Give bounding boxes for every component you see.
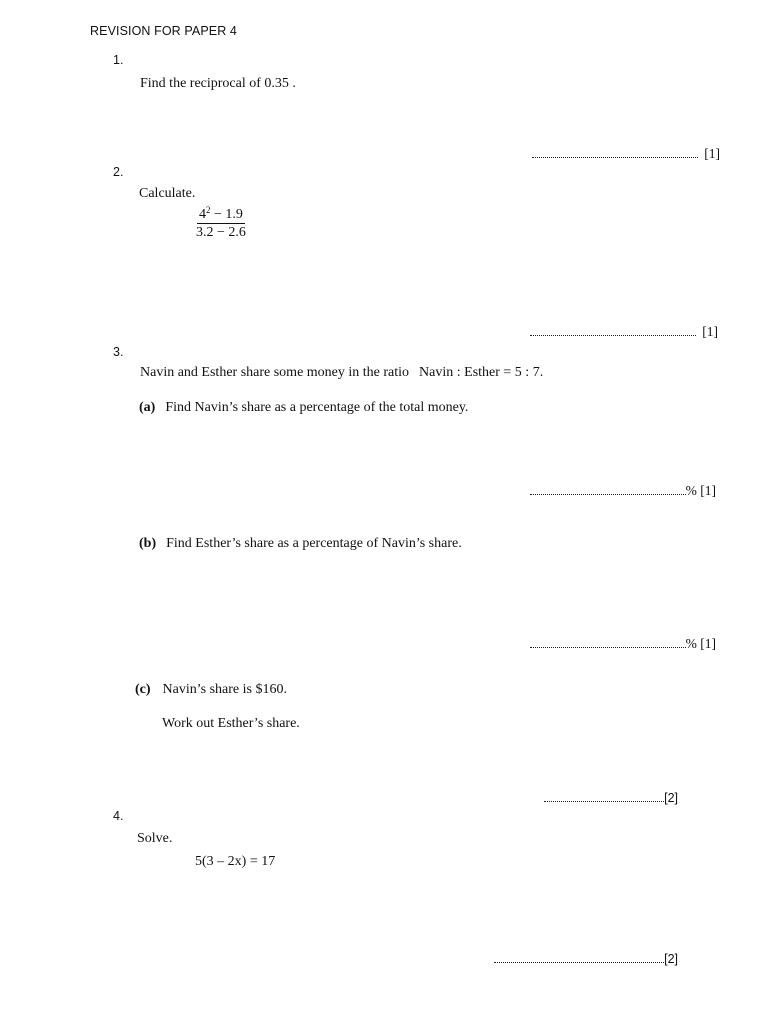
fraction-numerator <box>197 207 245 224</box>
question-4-text: Solve. <box>137 831 173 846</box>
question-2-answer-line[interactable] <box>530 324 718 340</box>
numerator-exponent: 2 <box>206 205 211 215</box>
question-1-answer-line[interactable] <box>532 146 720 162</box>
question-2-fraction <box>194 205 248 240</box>
part-b-label: (b) <box>139 536 157 551</box>
page-title: REVISION FOR PAPER 4 <box>90 24 237 38</box>
question-4-equation: 5(3 – 2x) = 17 <box>195 854 276 869</box>
question-4-mark: [2] <box>664 952 678 966</box>
answer-dotted-line[interactable] <box>530 485 686 495</box>
numerator-rest: − 1.9 <box>210 207 243 222</box>
question-1-number: 1. <box>113 53 124 67</box>
numerator-base: 4 <box>199 207 206 222</box>
answer-dotted-line[interactable] <box>530 326 696 336</box>
question-3c-subtext: Work out Esther’s share. <box>162 716 300 731</box>
question-4-answer-line[interactable] <box>494 952 678 966</box>
part-c-text: Navin’s share is $160. <box>162 682 287 697</box>
question-4-number: 4. <box>113 809 124 823</box>
part-a-label: (a) <box>139 400 156 415</box>
question-1-mark: [1] <box>704 146 720 161</box>
part-a-text: Find Navin’s share as a percentage of the total money. <box>165 400 469 415</box>
answer-dotted-line[interactable] <box>530 638 686 648</box>
part-b-text: Find Esther’s share as a percentage of Navin’s share. <box>166 536 462 551</box>
question-3-intro <box>140 365 543 381</box>
question-3a <box>139 400 468 416</box>
question-3a-mark: % [1] <box>685 483 716 498</box>
answer-dotted-line[interactable] <box>532 148 698 158</box>
question-3c <box>135 682 287 698</box>
question-2-text: Calculate. <box>139 186 196 201</box>
question-3b <box>139 536 462 552</box>
question-3-number: 3. <box>113 345 124 359</box>
question-2-number: 2. <box>113 165 124 179</box>
question-3b-mark: % [1] <box>685 636 716 651</box>
question-3-intro-text: Navin and Esther share some money in the ratio <box>140 365 410 380</box>
fraction-denominator: 3.2 − 2.6 <box>196 225 246 240</box>
question-3b-answer-line[interactable] <box>530 636 716 652</box>
question-3c-mark: [2] <box>664 791 678 805</box>
question-3a-answer-line[interactable] <box>530 483 716 499</box>
answer-dotted-line[interactable] <box>544 792 664 802</box>
question-3c-answer-line[interactable] <box>544 791 678 805</box>
question-2-mark: [1] <box>702 324 718 339</box>
question-3-ratio: Navin : Esther = 5 : 7. <box>419 365 544 380</box>
question-1-text: Find the reciprocal of 0.35 . <box>140 76 296 91</box>
part-c-label: (c) <box>135 682 151 697</box>
answer-dotted-line[interactable] <box>494 953 664 963</box>
